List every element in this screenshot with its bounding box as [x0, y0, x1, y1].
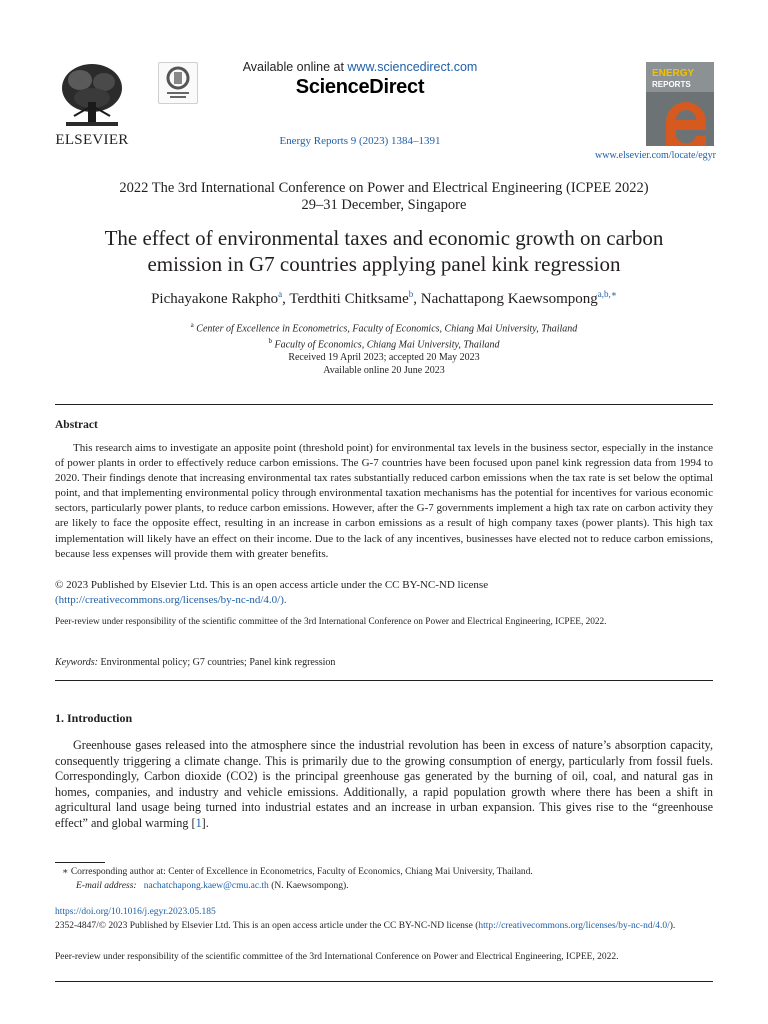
- affiliation-mark[interactable]: a,b,∗: [597, 289, 617, 299]
- affiliation-mark[interactable]: a: [278, 289, 283, 299]
- divider: [55, 404, 713, 405]
- available-online-line: [200, 60, 520, 74]
- keywords-text: Environmental policy; G7 countries; Panel kink regression: [97, 657, 336, 668]
- reference-link[interactable]: 1: [195, 815, 202, 830]
- bottom-divider: [55, 981, 713, 982]
- affiliation-a: $^a$ Center of Excellence in Econometrics, Faculty of Economics, Chiang Mai University, Thailand: [190, 321, 578, 335]
- conference-dates: 29–31 December, Singapore: [301, 197, 467, 213]
- author-name[interactable]: Terdthiti Chitksame: [289, 291, 409, 307]
- received-accepted-dates: Received 19 April 2023; accepted 20 May 2023: [288, 352, 480, 363]
- doi-link[interactable]: https://doi.org/10.1016/j.egyr.2023.05.185: [55, 907, 216, 917]
- email-label: E-mail address:: [76, 880, 137, 891]
- available-prefix: Available online at: [242, 60, 348, 74]
- corresponding-author-mark: ∗: [610, 289, 617, 299]
- article-history: [40, 352, 728, 377]
- check-updates-icon: [159, 63, 197, 103]
- introduction-paragraph: Greenhouse gases released into the atmosphere since the industrial revolution has been in excess of nature’s absorption capacity, consequently triggering a climate change. This is primarily due to the growing consumption of energy, particularly from fossil fuels. Correspondingly, Carbon dioxide (CO2) is the principal greenhouse gas generated by the burning of oil, coal, and natural gas in homes, companies, and industry and vehicle emissions. Additionally, a rapid population growth where there has been a shift in agricultural land usage being turned into industrial estates and an increase in urban expansion. This gives rise to the “greenhouse effect” and global warming [1].: [55, 738, 713, 830]
- affiliation-mark[interactable]: b: [408, 289, 414, 299]
- license-link[interactable]: (http://creativecommons.org/licenses/by-nc-nd/4.0/).: [55, 594, 287, 606]
- footer-license-link[interactable]: http://creativecommons.org/licenses/by-nc-nd/4.0/: [478, 921, 670, 931]
- sciencedirect-brand: ScienceDirect: [295, 76, 425, 98]
- peer-review-note: Peer-review under responsibility of the scientific committee of the 3rd International Conference on Power and Electrical Engineering, ICPEE, 2022.: [55, 617, 607, 627]
- author-name[interactable]: Nachattapong Kaewsompong: [420, 291, 598, 307]
- license-text: © 2023 Published by Elsevier Ltd. This is an open access article under the CC BY-NC-ND license: [55, 579, 489, 591]
- article-title-line2: emission in G7 countries applying panel kink regression: [147, 252, 621, 276]
- sciencedirect-url-link[interactable]: www.sciencedirect.com: [347, 60, 478, 74]
- footer-peer-review: Peer-review under responsibility of the scientific committee of the 3rd International Conference on Power and Electrical Engineering, ICPEE, 2022.: [55, 952, 619, 962]
- introduction-body: [55, 738, 713, 832]
- corresponding-author-footnote: [62, 866, 722, 893]
- corresponding-author-line: ∗ Corresponding author at: Center of Excellence in Econometrics, Faculty of Economics, Chiang Mai University, Thailand.: [62, 867, 533, 877]
- check-for-updates-badge[interactable]: [158, 62, 198, 104]
- conference-name: 2022 The 3rd International Conference on Power and Electrical Engineering (ICPEE 2022): [119, 180, 649, 196]
- publisher-name: ELSEVIER: [55, 132, 129, 148]
- journal-cover-image: [646, 62, 714, 146]
- keywords-label: Keywords:: [55, 657, 98, 668]
- cover-title-line1: ENERGY: [652, 68, 695, 79]
- affiliations: [40, 319, 728, 352]
- online-date: Available online 20 June 2023: [323, 364, 445, 376]
- section-heading-introduction: 1. Introduction: [55, 711, 133, 725]
- divider: [55, 680, 713, 681]
- abstract-body: [55, 441, 713, 562]
- conference-info: [40, 180, 728, 214]
- article-title-line1: The effect of environmental taxes and economic growth on carbon: [104, 226, 664, 250]
- abstract-heading: Abstract: [55, 419, 98, 431]
- author-name[interactable]: Pichayakone Rakpho: [151, 291, 279, 307]
- article-title: [40, 225, 728, 277]
- cover-title-line2: REPORTS: [652, 80, 691, 89]
- author-list: Pichayakone Rakpho$^a$, Terdthiti Chitksame$^b$, Nachattapong Kaewsompong$^{a,b,∗}$: [151, 289, 617, 307]
- footnote-rule: [55, 862, 105, 863]
- journal-homepage-link[interactable]: www.elsevier.com/locate/egyr: [595, 150, 716, 161]
- abstract-license: [55, 578, 713, 608]
- journal-reference[interactable]: Energy Reports 9 (2023) 1384–1391: [279, 135, 441, 147]
- email-link[interactable]: nachatchapong.kaew@cmu.ac.th: [143, 880, 269, 891]
- email-line: E-mail address: nachatchapong.kaew@cmu.ac.th (N. Kaewsompong).: [76, 880, 349, 891]
- keywords: [55, 657, 713, 668]
- abstract-paragraph: This research aims to investigate an apposite point (threshold point) for environmental tax levels in the business sector, especially in the instance of power plants in order to effectively reduce carbon emissions. The G-7 countries have been focused upon panel kink regression data from 1994 to 2020. Their findings denote that increasing environmental tax rates substantially reduced carbon emissions when the tax rate is set below the optimal point, and that implementing environmental policy through environmental taxation mechanisms has the potential for incentives for various economic sectors, particularly power plants, to reduce carbon emissions. However, after the G-7 governments implement a high tax rate on carbon activity they are likely to face the opposite effect, resulting in an increase in carbon emissions as a result of high company taxes (power plants). This high tax implementation will likely have an effect on their income. Due to the lack of any incentives, businesses have elected not to reduce carbon emissions, because less expenses will provide them with greater benefits.: [55, 442, 713, 560]
- affiliation-b: $^b$ Faculty of Economics, Chiang Mai University, Thailand: [268, 337, 500, 351]
- issn-copyright: 2352-4847/© 2023 Published by Elsevier Ltd. This is an open access article under the CC BY-NC-ND license (http://creativecommons.org/licenses/by-nc-nd/4.0/).: [55, 921, 676, 931]
